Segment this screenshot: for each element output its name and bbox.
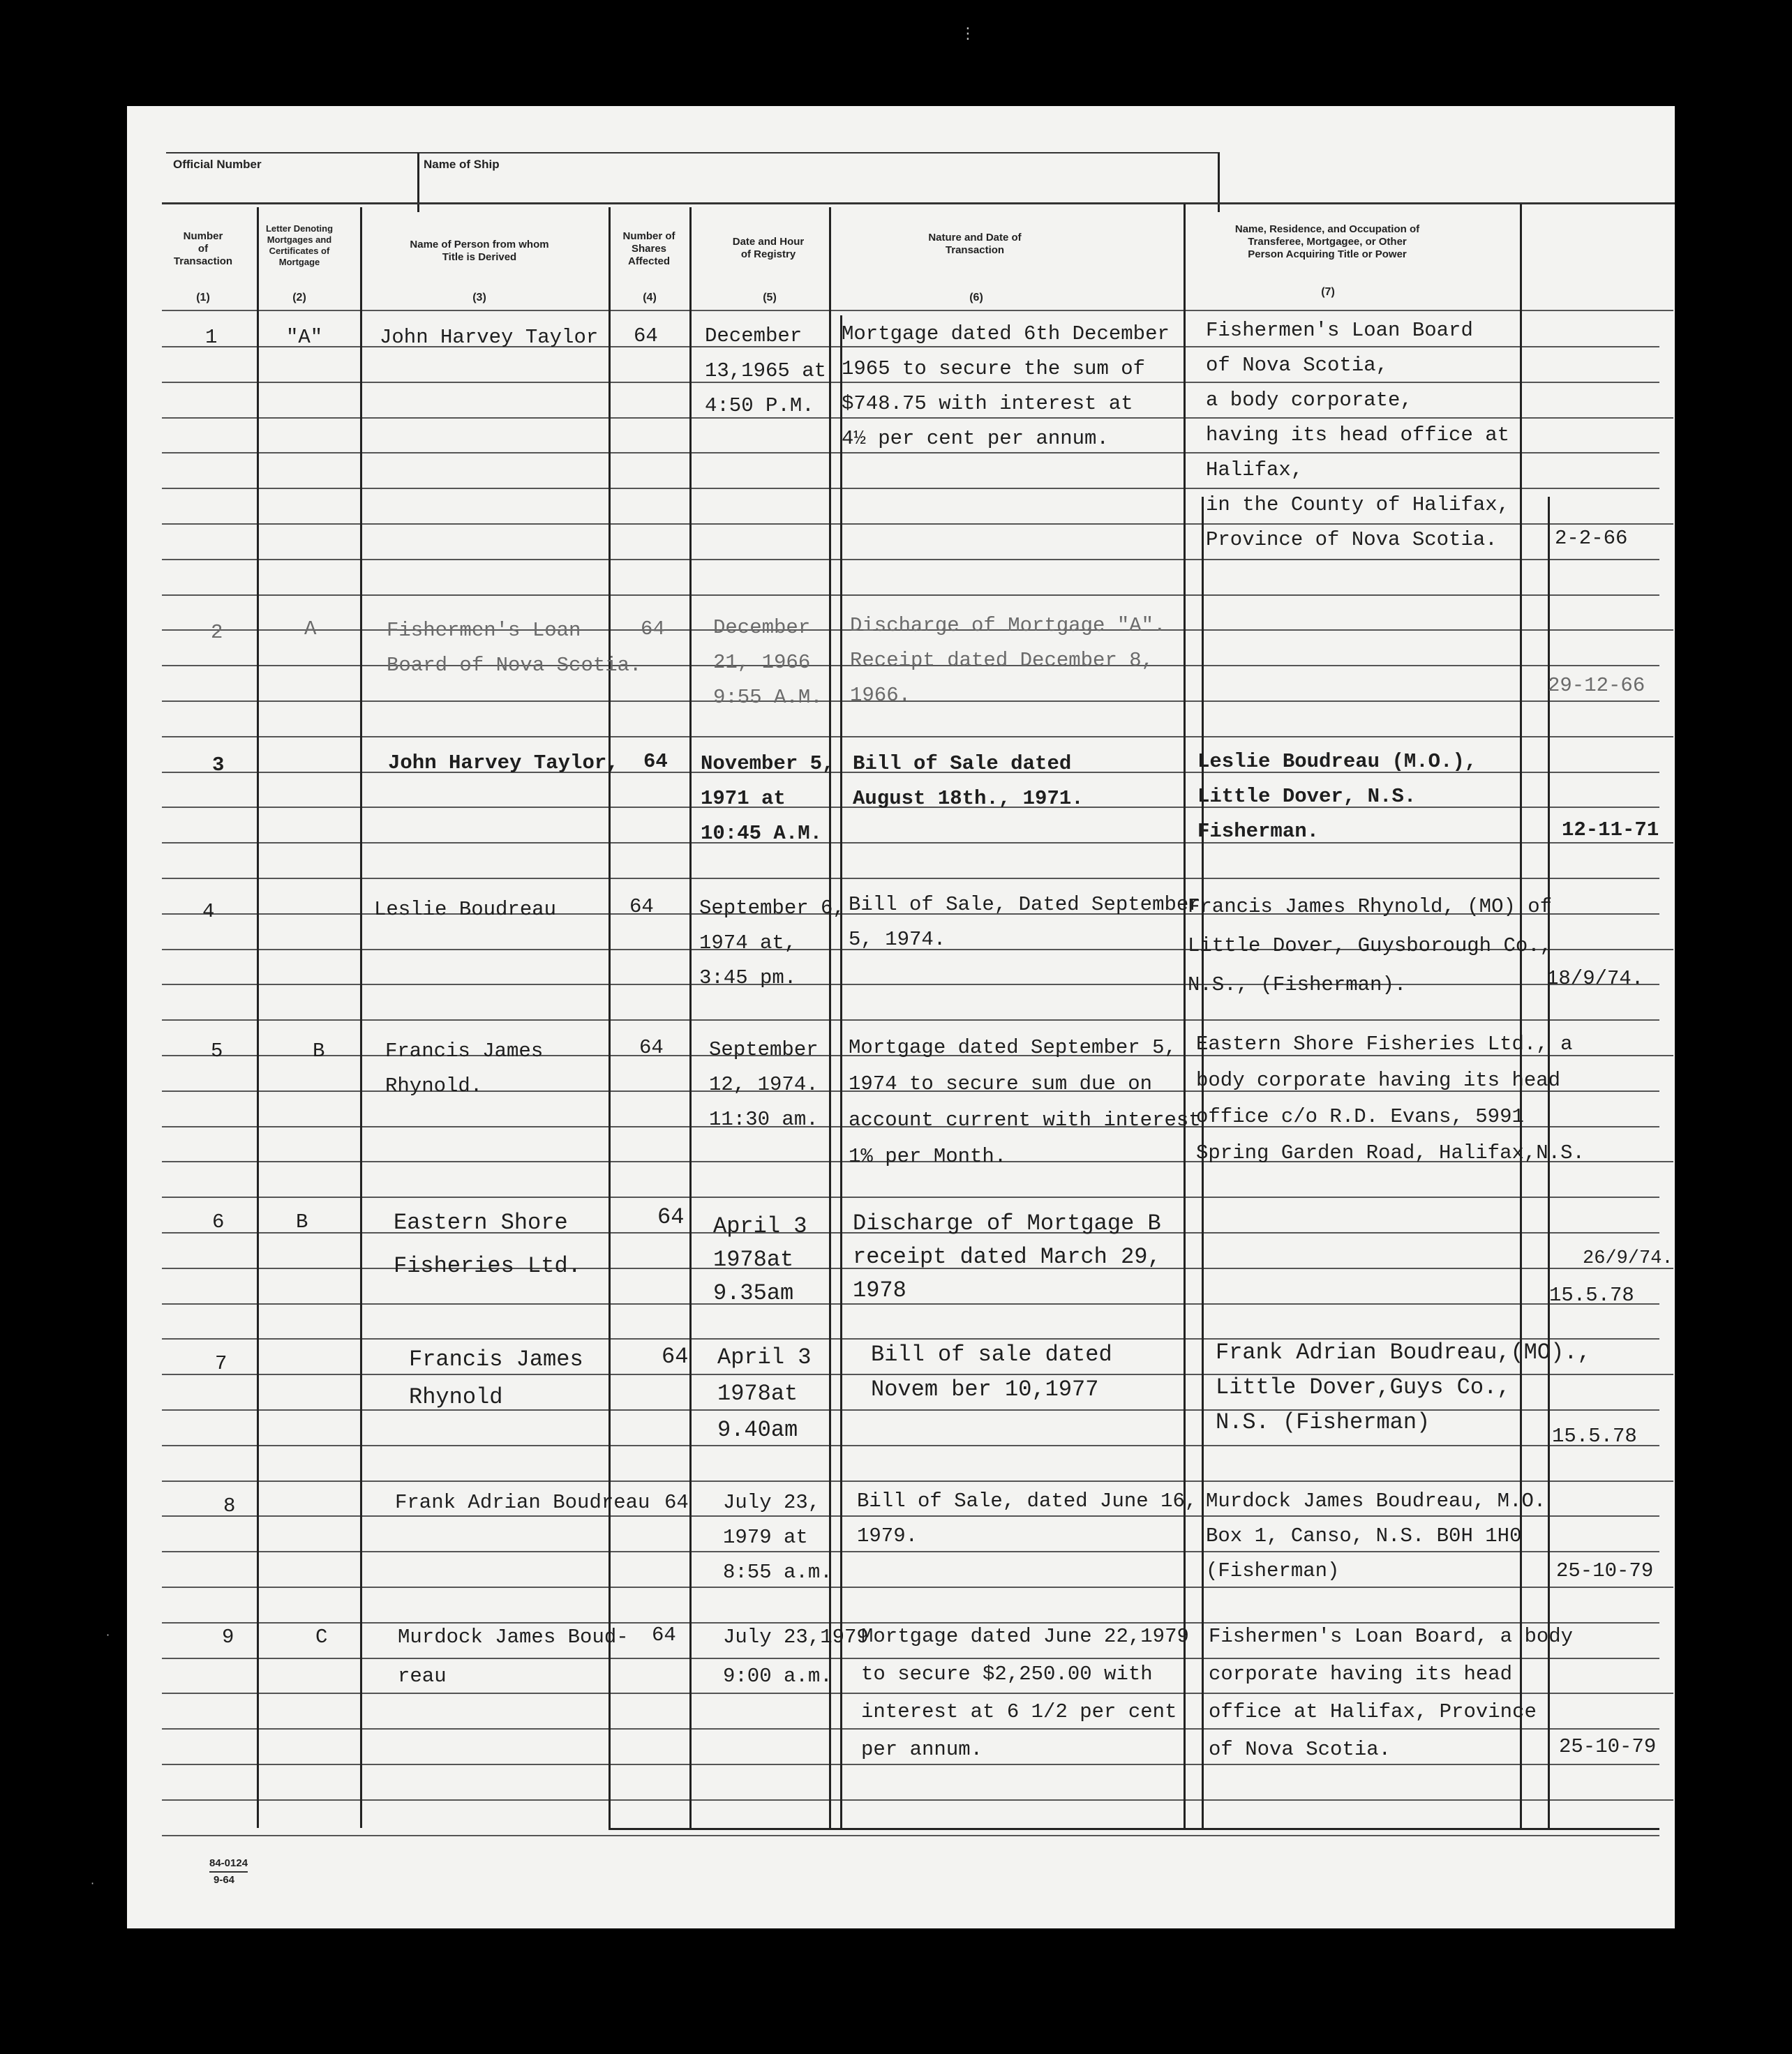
registry-date: April 3 1978at 9.35am	[713, 1213, 807, 1306]
transaction-number: 5	[211, 1040, 223, 1063]
register-form-page	[127, 106, 1675, 1928]
registry-date: December 13,1965 at 4:50 P.M.	[705, 324, 827, 417]
ruled-line	[162, 878, 1659, 879]
entry-date: 18/9/74.	[1546, 967, 1644, 990]
transferor-name: Eastern Shore Fisheries Ltd.	[394, 1210, 581, 1279]
entry-date: 12-11-71	[1562, 818, 1659, 841]
shares-affected: 64	[634, 324, 658, 347]
shares-affected: 64	[639, 1036, 664, 1059]
name-of-ship-label: Name of Ship	[424, 158, 500, 171]
registry-date: December 21, 1966 9:55 A.M.	[713, 616, 823, 709]
registry-date: September 12, 1974. 11:30 am.	[709, 1038, 819, 1131]
shares-affected: 64	[629, 895, 654, 918]
ruled-line	[162, 1197, 1659, 1198]
transferor-name: Francis James Rhynold.	[385, 1040, 544, 1097]
transaction-nature: Mortgage dated September 5, 1974 to secure sum due on account current with interest 1% per Month.	[849, 1036, 1201, 1168]
registry-date: September 6, 1974 at, 3:45 pm.	[699, 897, 845, 989]
transaction-nature: Mortgage dated 6th December 1965 to secure the sum of $748.75 with interest at 4½ per cent per annum.	[842, 322, 1170, 450]
transaction-number: 6	[212, 1210, 225, 1234]
transaction-number: 9	[222, 1626, 234, 1649]
entry-date: 29-12-66	[1548, 674, 1645, 697]
official-number-label: Official Number	[173, 158, 262, 171]
transaction-nature: Bill of Sale, Dated September 5, 1974.	[849, 893, 1201, 951]
transferee-details: Murdock James Boudreau, M.O. Box 1, Canso, N.S. B0H 1H0 (Fisherman)	[1206, 1490, 1546, 1582]
col3-number: (3)	[472, 292, 486, 303]
col7-heading: Name, Residence, and Occupation of Transferee, Mortgagee, or Other Person Acquiring Title or Power	[1234, 223, 1420, 260]
scan-speck: ·	[106, 1628, 110, 1642]
header-top-rule	[162, 202, 1675, 204]
scan-speck: ·	[91, 1877, 95, 1890]
mortgage-letter: B	[296, 1210, 308, 1234]
transaction-nature: Bill of sale dated Novem ber 10,1977	[871, 1342, 1112, 1402]
transaction-nature: Discharge of Mortgage B receipt dated March 29, 1978	[853, 1210, 1161, 1303]
ruled-line	[162, 1480, 1673, 1482]
column-divider	[360, 207, 362, 1828]
transaction-number: 7	[215, 1352, 227, 1375]
transferor-name: Leslie Boudreau	[374, 898, 557, 921]
form-number-date: 9-64	[214, 1874, 235, 1886]
mortgage-letter: C	[315, 1626, 328, 1649]
transferee-details: Fishermen's Loan Board of Nova Scotia, a body corporate, having its head office at Halifax, in the County of Halifax, Province of Nova Scotia.	[1206, 319, 1510, 551]
shares-affected: 64	[662, 1344, 689, 1370]
registry-date: April 3 1978at 9.40am	[717, 1344, 812, 1443]
transferor-name: John Harvey Taylor	[380, 326, 599, 349]
mortgage-letter: A	[304, 617, 317, 640]
column-divider	[1184, 204, 1186, 1828]
entry-date: 15.5.78	[1552, 1425, 1637, 1448]
column-divider	[257, 207, 259, 1828]
column-divider	[608, 207, 611, 1828]
registry-date: July 23, 1979 at 8:55 a.m.	[723, 1491, 832, 1584]
transferee-details: Francis James Rhynold, (MO) of Little Dover, Guysborough Co., N.S., (Fisherman).	[1188, 895, 1553, 996]
transferor-name: Murdock James Boud- reau	[398, 1626, 629, 1688]
shares-affected: 64	[643, 750, 668, 773]
transaction-nature: Bill of Sale dated August 18th., 1971.	[853, 752, 1084, 810]
col7-number: (7)	[1321, 286, 1335, 298]
transaction-number: 4	[202, 900, 215, 923]
ruled-line	[162, 559, 1659, 560]
transaction-number: 8	[223, 1494, 236, 1517]
bottom-rule	[608, 1828, 1659, 1830]
col2-heading: Letter Denoting Mortgages and Certificates of Mortgage	[265, 223, 334, 267]
entry-date: 25-10-79	[1559, 1735, 1657, 1758]
col4-number: (4)	[643, 292, 657, 303]
shares-affected: 64	[641, 617, 665, 640]
transferee-details: Frank Adrian Boudreau,(MO)., Little Dover,Guys Co., N.S. (Fisherman)	[1216, 1340, 1591, 1435]
transferee-details: Eastern Shore Fisheries Ltd., a body corporate having its head office c/o R.D. Evans, 5991 Spring Garden Road, Halifax,N.S.	[1196, 1033, 1585, 1164]
transferee-details: Fishermen's Loan Board, a body corporate having its head office at Halifax, Province of Nova Scotia.	[1209, 1625, 1574, 1761]
transaction-number: 3	[212, 754, 225, 777]
scan-speck: ⋮	[960, 25, 976, 43]
col2-number: (2)	[292, 292, 306, 303]
shares-affected: 64	[664, 1491, 689, 1514]
registry-date: July 23,1979 9:00 a.m.	[723, 1626, 869, 1688]
ruled-line	[162, 1835, 1659, 1836]
transferor-name: Francis James Rhynold	[409, 1347, 583, 1410]
transaction-nature: Bill of Sale, dated June 16, 1979.	[857, 1490, 1197, 1547]
form-number	[209, 1856, 248, 1888]
entry-date: 2-2-66	[1555, 527, 1628, 550]
col6-heading: Nature and Date of Transaction	[928, 232, 1022, 256]
transferor-name: Fishermen's Loan Board of Nova Scotia.	[387, 619, 642, 677]
mortgage-letter: "A"	[286, 326, 323, 349]
mortgage-letter: B	[313, 1040, 325, 1063]
transaction-nature: Discharge of Mortgage "A". Receipt dated December 8, 1966.	[850, 614, 1166, 707]
ruled-line	[162, 1019, 1659, 1021]
shares-affected: 64	[652, 1624, 676, 1647]
ruled-line	[162, 594, 1659, 596]
col5-number: (5)	[763, 292, 777, 303]
col5-heading: Date and Hour of Registry	[732, 236, 805, 260]
ruled-line	[162, 1799, 1673, 1801]
col6-number: (6)	[969, 292, 983, 303]
transferor-name: Frank Adrian Boudreau	[395, 1491, 650, 1514]
col3-heading: Name of Person from whom Title is Derived	[410, 239, 549, 263]
transaction-nature: Mortgage dated June 22,1979 to secure $2,250.00 with interest at 6 1/2 per cent per annum.	[861, 1625, 1189, 1761]
registry-date: November 5, 1971 at 10:45 A.M.	[701, 752, 835, 845]
col1-heading: Number of Transaction	[173, 230, 233, 267]
entry-date: 15.5.78	[1549, 1284, 1634, 1307]
entry-date: 26/9/74.	[1583, 1248, 1673, 1269]
transferee-details: Leslie Boudreau (M.O.), Little Dover, N.S. Fisherman.	[1197, 750, 1477, 843]
col4-heading: Number of Shares Affected	[622, 230, 675, 267]
column-divider	[840, 315, 842, 1828]
transaction-number: 2	[211, 621, 223, 644]
ruled-line	[162, 310, 1673, 311]
ruled-line	[162, 1445, 1659, 1446]
form-number-code: 84-0124	[209, 1856, 248, 1873]
col1-number: (1)	[196, 292, 210, 303]
column-divider	[689, 207, 692, 1828]
shares-affected: 64	[657, 1204, 685, 1230]
entry-date: 25-10-79	[1556, 1559, 1654, 1582]
transaction-number: 1	[205, 326, 218, 349]
ruled-line	[162, 736, 1673, 737]
transferor-name: John Harvey Taylor,	[388, 751, 619, 774]
